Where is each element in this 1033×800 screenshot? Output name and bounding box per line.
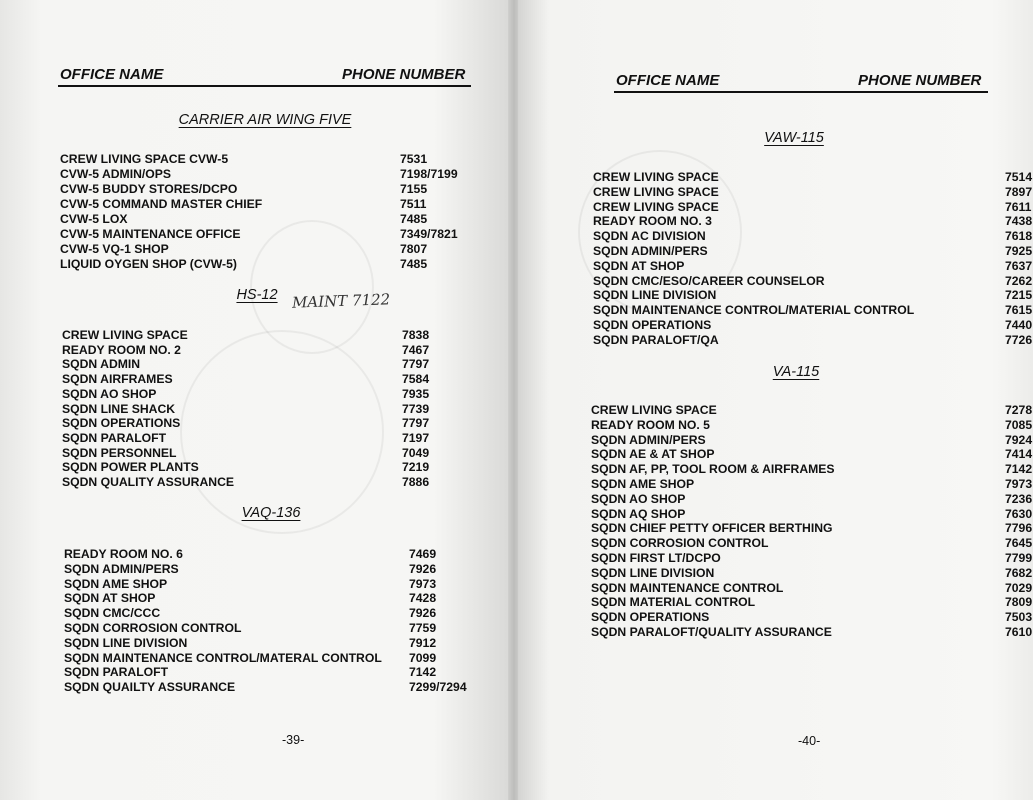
office-name: SQDN OPERATIONS <box>62 416 181 431</box>
office-name: CREW LIVING SPACE <box>593 199 719 214</box>
page-number: -40- <box>798 734 821 748</box>
phone-number: 7645 <box>1005 536 1033 551</box>
phone-number: 7611 <box>1005 199 1032 214</box>
office-name: SQDN AF, PP, TOOL ROOM & AIRFRAMES <box>591 462 835 477</box>
office-name: SQDN LINE DIVISION <box>591 565 715 580</box>
phone-number: 7531 <box>400 152 428 166</box>
office-name: SQDN FIRST LT/DCPO <box>591 551 721 565</box>
phone-number: 7438 <box>1005 214 1033 229</box>
section-title: VAW-115 <box>764 130 824 146</box>
phone-number: 7926 <box>409 606 437 621</box>
office-name: SQDN AIRFRAMES <box>62 372 173 387</box>
phone-number: 7807 <box>400 242 428 256</box>
phone-number: 7912 <box>409 635 437 650</box>
office-name: SQDN MAINTENANCE CONTROL <box>591 580 784 595</box>
office-name: SQDN AO SHOP <box>591 491 686 506</box>
phone-number: 7797 <box>402 416 430 431</box>
office-name: SQDN AQ SHOP <box>591 506 686 521</box>
office-name: CREW LIVING SPACE <box>593 170 719 184</box>
phone-number: 7926 <box>409 561 437 576</box>
office-name: SQDN ADMIN <box>62 357 141 372</box>
office-name: SQDN PARALOFT <box>64 665 169 680</box>
office-name: SQDN LINE SHACK <box>62 401 176 416</box>
page-number: -39- <box>282 733 305 747</box>
office-name: CREW LIVING SPACE <box>62 328 188 342</box>
phone-number: 7925 <box>1005 244 1033 258</box>
phone-number: 7428 <box>409 591 437 606</box>
phone-number: 7155 <box>400 182 428 196</box>
office-name: SQDN AT SHOP <box>593 258 685 273</box>
phone-number: 7924 <box>1005 432 1033 447</box>
phone-number: 7503 <box>1005 610 1033 625</box>
phone-number: 7236 <box>1005 491 1033 506</box>
phone-number: 7615 <box>1005 303 1033 318</box>
office-name: CREW LIVING SPACE <box>591 403 717 417</box>
section-title: VAQ-136 <box>241 505 301 521</box>
handwritten-annotation: MAINT 7122 <box>291 290 391 312</box>
phone-number: 7809 <box>1005 595 1033 610</box>
office-name: CVW-5 MAINTENANCE OFFICE <box>60 227 241 241</box>
phone-number: 7584 <box>402 372 430 387</box>
office-name: SQDN AO SHOP <box>62 386 157 401</box>
phone-number: 7440 <box>1005 318 1033 332</box>
office-name: SQDN PERSONNEL <box>62 445 177 460</box>
office-name: READY ROOM NO. 5 <box>591 417 710 432</box>
phone-number: 7610 <box>1005 625 1033 639</box>
phone-number: 7085 <box>1005 417 1033 432</box>
office-name: LIQUID OYGEN SHOP (CVW-5) <box>60 257 237 271</box>
office-name: SQDN PARALOFT/QUALITY ASSURANCE <box>591 625 832 639</box>
phone-number: 7485 <box>400 212 428 226</box>
office-name: SQDN ADMIN/PERS <box>64 561 179 576</box>
phone-number: 7799 <box>1005 551 1033 565</box>
office-name: SQDN CORROSION CONTROL <box>64 621 242 635</box>
header-rule <box>614 91 988 93</box>
phone-number: 7838 <box>402 328 430 342</box>
phone-number: 7726 <box>1005 332 1033 347</box>
phone-number: 7630 <box>1005 506 1033 521</box>
office-name: SQDN QUAILTY ASSURANCE <box>64 680 236 695</box>
office-name: CVW-5 BUDDY STORES/DCPO <box>60 182 238 196</box>
phone-number: 7215 <box>1005 288 1033 303</box>
phone-number: 7759 <box>409 621 437 635</box>
office-name: READY ROOM NO. 3 <box>593 214 712 229</box>
office-name: CREW LIVING SPACE <box>593 184 719 199</box>
office-name: SQDN OPERATIONS <box>591 610 710 625</box>
office-name: SQDN AME SHOP <box>591 477 695 491</box>
phone-number: 7467 <box>402 342 430 357</box>
office-name: SQDN LINE DIVISION <box>64 635 188 650</box>
phone-number: 7198/7199 <box>400 167 458 181</box>
office-name: SQDN MAINTENANCE CONTROL/MATERAL CONTROL <box>64 650 382 665</box>
phone-number: 7262 <box>1005 273 1033 288</box>
office-name: SQDN MAINTENANCE CONTROL/MATERIAL CONTROL <box>593 303 915 318</box>
office-name: SQDN AME SHOP <box>64 576 168 591</box>
phone-number: 7796 <box>1005 521 1033 536</box>
phone-number: 7142 <box>1005 462 1033 477</box>
office-name: SQDN AE & AT SHOP <box>591 447 715 462</box>
phone-number: 7618 <box>1005 229 1033 244</box>
office-name: CVW-5 COMMAND MASTER CHIEF <box>60 197 263 211</box>
phone-number: 7219 <box>402 460 430 475</box>
watermark-emblem <box>180 330 384 534</box>
phone-number: 7469 <box>409 547 437 561</box>
office-name: SQDN AT SHOP <box>64 591 156 606</box>
phone-number: 7511 <box>400 197 427 211</box>
section-title: CARRIER AIR WING FIVE <box>178 112 352 128</box>
phone-number: 7886 <box>402 475 430 489</box>
office-name: READY ROOM NO. 2 <box>62 342 181 357</box>
phone-number: 7278 <box>1005 403 1033 417</box>
office-name: SQDN PARALOFT <box>62 430 167 445</box>
right-page <box>518 0 1033 800</box>
section-title: VA-115 <box>772 364 820 380</box>
office-name: SQDN POWER PLANTS <box>62 460 199 475</box>
phone-number: 7973 <box>409 576 437 591</box>
office-name: READY ROOM NO. 6 <box>64 547 183 561</box>
phone-number: 7349/7821 <box>400 227 458 241</box>
office-name: SQDN AC DIVISION <box>593 229 706 244</box>
phone-number: 7637 <box>1005 258 1033 273</box>
office-name: CVW-5 LOX <box>60 212 128 226</box>
office-name: SQDN ADMIN/PERS <box>591 432 706 447</box>
phone-number-header: PHONE NUMBER <box>342 66 466 83</box>
phone-number: 7739 <box>402 401 430 416</box>
phone-number: 7029 <box>1005 580 1033 595</box>
office-name: SQDN LINE DIVISION <box>593 288 717 303</box>
phone-number: 7099 <box>409 650 437 665</box>
phone-number: 7935 <box>402 386 430 401</box>
office-name: SQDN OPERATIONS <box>593 318 712 332</box>
office-name-header: OFFICE NAME <box>616 72 720 89</box>
office-name: SQDN CHIEF PETTY OFFICER BERTHING <box>591 521 833 536</box>
phone-number: 7514 <box>1005 170 1033 184</box>
phone-number: 7897 <box>1005 184 1033 199</box>
phone-number: 7197 <box>402 430 430 445</box>
left-page <box>0 0 510 800</box>
office-name: SQDN PARALOFT/QA <box>593 332 719 347</box>
office-name: SQDN CMC/CCC <box>64 606 161 621</box>
office-name: SQDN CMC/ESO/CAREER COUNSELOR <box>593 273 825 288</box>
phone-number: 7299/7294 <box>409 680 467 695</box>
header-rule <box>58 85 471 87</box>
phone-number: 7682 <box>1005 565 1033 580</box>
phone-number-header: PHONE NUMBER <box>858 72 982 89</box>
office-name: SQDN CORROSION CONTROL <box>591 536 769 551</box>
phone-number: 7049 <box>402 445 430 460</box>
phone-number: 7142 <box>409 665 437 680</box>
office-name-header: OFFICE NAME <box>60 66 164 83</box>
office-name: SQDN ADMIN/PERS <box>593 244 708 258</box>
office-name: CREW LIVING SPACE CVW-5 <box>60 152 229 166</box>
phone-number: 7414 <box>1005 447 1033 462</box>
phone-number: 7973 <box>1005 477 1033 491</box>
phone-number: 7797 <box>402 357 430 372</box>
office-name: SQDN MATERIAL CONTROL <box>591 595 756 610</box>
office-name: CVW-5 ADMIN/OPS <box>60 167 172 181</box>
office-name: CVW-5 VQ-1 SHOP <box>60 242 169 256</box>
phone-number: 7485 <box>400 257 428 271</box>
section-title: HS-12 <box>236 287 278 303</box>
office-name: SQDN QUALITY ASSURANCE <box>62 475 234 489</box>
